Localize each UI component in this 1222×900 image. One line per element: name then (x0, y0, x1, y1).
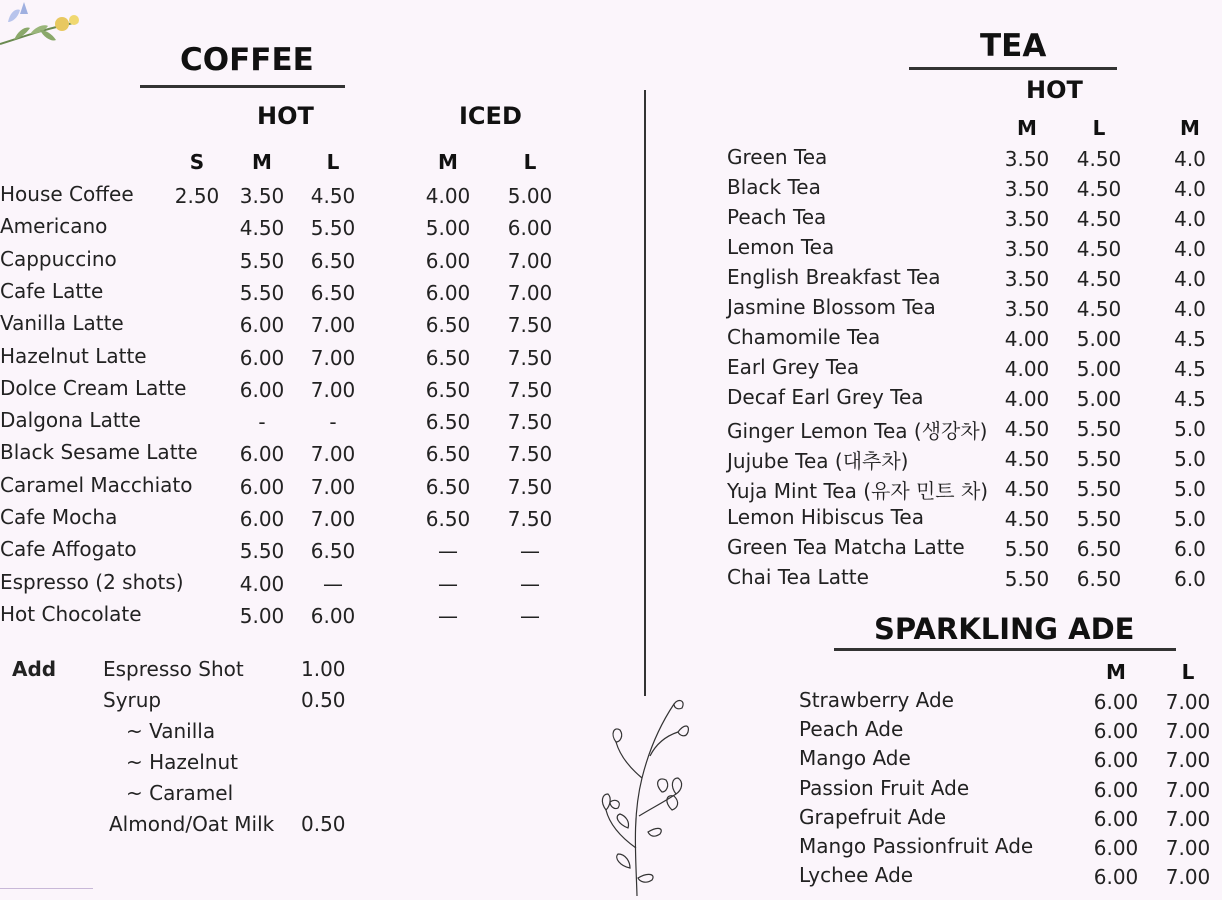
tea-item-price: 4.50 (1004, 477, 1050, 501)
coffee-item-price: 4.50 (239, 216, 285, 241)
ade-item-price: 7.00 (1165, 777, 1211, 802)
ade-item-name: Grapefruit Ade (799, 804, 947, 829)
tea-item-name: Peach Tea (727, 205, 827, 229)
coffee-item-name: Caramel Macchiato (0, 472, 193, 497)
coffee-item-price: 6.50 (425, 345, 471, 370)
coffee-item-name: Americano (0, 214, 108, 239)
coffee-item-price: 5.00 (425, 216, 471, 241)
ade-item-price: 6.00 (1093, 836, 1139, 860)
tea-item-price: 4.5 (1174, 387, 1206, 411)
coffee-item-price: 6.50 (425, 410, 471, 435)
ade-item-price: 6.00 (1093, 777, 1139, 802)
coffee-item-price: 6.00 (239, 377, 285, 402)
ade-item-price: 7.00 (1165, 690, 1211, 714)
coffee-item-price: 6.00 (239, 442, 285, 467)
coffee-item-price: 3.50 (239, 184, 285, 208)
coffee-item-price: 2.50 (174, 184, 220, 208)
espresso-shot-price: 1.00 (301, 657, 346, 681)
coffee-item-name: Vanilla Latte (0, 311, 124, 336)
coffee-item-name: Dolce Cream Latte (0, 375, 187, 400)
coffee-item-price: 5.00 (239, 603, 285, 628)
ade-item-name: Peach Ade (799, 717, 904, 742)
tea-item-name: Lemon Tea (727, 235, 835, 259)
tea-item-price: 3.50 (1004, 267, 1050, 291)
coffee-item-price: 6.00 (239, 507, 285, 531)
coffee-item-price: 6.00 (310, 603, 356, 628)
coffee-item-price: 6.50 (425, 377, 471, 402)
coffee-col-header: L (326, 150, 340, 174)
coffee-item-price: - (258, 410, 266, 435)
tea-item-name: Lemon Hibiscus Tea (727, 505, 924, 529)
coffee-item-name: Dalgona Latte (0, 408, 141, 433)
tea-item-price: 4.0 (1174, 237, 1206, 261)
coffee-item-price: 6.00 (239, 474, 285, 499)
tea-col-header: M (1017, 116, 1037, 140)
tea-item-price: 5.50 (1076, 507, 1122, 531)
espresso-shot-label: Espresso Shot (103, 657, 244, 681)
ade-item-price: 7.00 (1165, 806, 1211, 831)
coffee-item-price: — (520, 571, 540, 596)
tea-item-price: 4.0 (1174, 177, 1206, 201)
tea-item-price: 5.00 (1076, 327, 1122, 351)
tea-item-name: English Breakfast Tea (727, 265, 941, 289)
coffee-item-price: - (329, 410, 337, 435)
ade-item-name: Mango Passionfruit Ade (799, 834, 1034, 858)
tea-item-price: 4.0 (1174, 207, 1206, 231)
tea-hot-label: HOT (1026, 76, 1083, 104)
tea-item-name: Yuja Mint Tea (유자 민트 차) (727, 479, 989, 503)
tea-item-price: 4.0 (1174, 297, 1206, 321)
ade-item-price: 7.00 (1165, 836, 1211, 860)
coffee-item-price: 7.00 (310, 345, 356, 370)
coffee-item-price: — (438, 571, 458, 596)
coffee-item-price: 7.50 (507, 507, 553, 531)
floral-branch-icon (592, 698, 692, 898)
tea-item-price: 4.50 (1076, 267, 1122, 291)
tea-title-rule (909, 67, 1117, 70)
coffee-item-name: House Coffee (0, 182, 134, 206)
coffee-item-price: 4.00 (239, 571, 285, 596)
tea-item-price: 6.50 (1076, 567, 1122, 591)
coffee-item-price: 6.50 (310, 280, 356, 305)
tea-item-price: 5.50 (1004, 537, 1050, 561)
ade-item-price: 6.00 (1093, 806, 1139, 831)
coffee-item-name: Cafe Latte (0, 278, 104, 303)
coffee-col-header: L (523, 150, 537, 174)
ade-item-price: 6.00 (1093, 865, 1139, 890)
syrup-price: 0.50 (301, 688, 346, 712)
coffee-item-price: 6.00 (239, 345, 285, 370)
tea-col-header: L (1092, 116, 1106, 140)
tea-item-name: Chai Tea Latte (727, 565, 869, 589)
tea-item-price: 4.50 (1076, 207, 1122, 231)
tea-item-price: 5.0 (1174, 447, 1206, 471)
coffee-item-price: 6.50 (425, 313, 471, 338)
tea-item-price: 3.50 (1004, 207, 1050, 231)
tea-item-price: 3.50 (1004, 297, 1050, 321)
tea-item-price: 4.50 (1004, 507, 1050, 531)
tea-item-price: 5.0 (1174, 507, 1206, 531)
tea-item-name: Jasmine Blossom Tea (727, 295, 936, 319)
tea-item-price: 4.50 (1076, 177, 1122, 201)
ade-item-price: 6.00 (1093, 690, 1139, 714)
tea-item-price: 4.00 (1004, 387, 1050, 411)
tea-item-price: 4.00 (1004, 357, 1050, 381)
ade-item-name: Mango Ade (799, 746, 911, 771)
coffee-item-price: — (520, 603, 540, 628)
coffee-item-price: 7.50 (507, 377, 553, 402)
tea-item-price: 4.0 (1174, 267, 1206, 291)
coffee-item-price: 6.00 (425, 248, 471, 273)
coffee-item-price: 6.50 (425, 507, 471, 531)
tea-item-price: 5.00 (1076, 357, 1122, 381)
ade-item-price: 6.00 (1093, 719, 1139, 744)
coffee-item-price: — (323, 571, 343, 596)
coffee-title-rule (140, 85, 345, 88)
coffee-item-price: 7.00 (310, 377, 356, 402)
coffee-item-price: 7.50 (507, 313, 553, 338)
tea-item-price: 4.50 (1076, 147, 1122, 171)
add-label: Add (12, 657, 57, 681)
tea-item-price: 5.50 (1076, 477, 1122, 501)
coffee-item-price: 5.50 (239, 280, 285, 305)
coffee-item-price: 7.50 (507, 442, 553, 467)
tea-item-name: Earl Grey Tea (727, 355, 860, 379)
coffee-item-name: Hazelnut Latte (0, 343, 147, 368)
coffee-item-name: Black Sesame Latte (0, 440, 198, 465)
tea-item-price: 4.50 (1004, 417, 1050, 441)
syrup-flavor-vanilla: ~ Vanilla (126, 719, 216, 743)
syrup-flavor-caramel: ~ Caramel (126, 781, 234, 805)
tea-col-header: M (1180, 116, 1200, 140)
coffee-col-header: S (189, 150, 205, 174)
coffee-item-price: 7.00 (507, 248, 553, 273)
coffee-item-price: 6.00 (425, 280, 471, 305)
tea-item-price: 4.0 (1174, 147, 1206, 171)
tea-item-price: 3.50 (1004, 237, 1050, 261)
coffee-col-header: M (252, 150, 272, 174)
coffee-item-price: 4.50 (310, 184, 356, 208)
coffee-item-price: 7.00 (310, 507, 356, 531)
tea-item-price: 5.50 (1076, 417, 1122, 441)
coffee-item-price: 6.50 (310, 248, 356, 273)
tea-item-price: 4.00 (1004, 327, 1050, 351)
tea-item-name: Green Tea Matcha Latte (727, 535, 965, 559)
coffee-item-price: 5.50 (239, 539, 285, 564)
coffee-item-price: 7.50 (507, 410, 553, 435)
ade-title: SPARKLING ADE (874, 612, 1135, 646)
ade-item-name: Strawberry Ade (799, 688, 954, 712)
coffee-item-price: 7.00 (310, 474, 356, 499)
coffee-item-price: 6.50 (425, 474, 471, 499)
tea-item-price: 6.0 (1174, 567, 1206, 591)
coffee-item-price: 6.50 (310, 539, 356, 564)
tea-item-price: 5.00 (1076, 387, 1122, 411)
tea-item-price: 5.50 (1004, 567, 1050, 591)
coffee-item-name: Cappuccino (0, 246, 117, 271)
coffee-item-price: — (438, 603, 458, 628)
coffee-item-price: 5.50 (310, 216, 356, 241)
tea-item-price: 4.50 (1076, 237, 1122, 261)
tea-item-price: 4.5 (1174, 357, 1206, 381)
coffee-iced-label: ICED (459, 102, 522, 130)
coffee-item-price: — (520, 539, 540, 564)
tea-item-price: 5.0 (1174, 417, 1206, 441)
tea-item-price: 6.50 (1076, 537, 1122, 561)
bottom-left-rule (0, 888, 93, 889)
tea-item-price: 5.50 (1076, 447, 1122, 471)
coffee-hot-label: HOT (257, 102, 314, 130)
ade-col-header: M (1106, 660, 1126, 684)
ade-col-header: L (1181, 660, 1195, 684)
coffee-title: COFFEE (180, 42, 314, 78)
milk-price: 0.50 (301, 812, 346, 836)
coffee-item-name: Hot Chocolate (0, 601, 142, 626)
tea-item-price: 4.5 (1174, 327, 1206, 351)
ade-item-price: 7.00 (1165, 748, 1211, 773)
tea-title: TEA (980, 28, 1047, 64)
coffee-item-price: 5.50 (239, 248, 285, 273)
tea-item-price: 3.50 (1004, 177, 1050, 201)
coffee-item-price: 7.00 (310, 313, 356, 338)
coffee-item-name: Cafe Mocha (0, 505, 118, 529)
coffee-item-name: Espresso (2 shots) (0, 569, 184, 594)
ade-item-name: Passion Fruit Ade (799, 775, 970, 800)
tea-item-name: Chamomile Tea (727, 325, 881, 349)
tea-item-name: Green Tea (727, 145, 828, 169)
flower-sprig-icon (0, 0, 82, 52)
tea-item-name: Jujube Tea (대추차) (727, 449, 909, 473)
coffee-item-price: 7.50 (507, 345, 553, 370)
coffee-item-price: 7.00 (507, 280, 553, 305)
tea-item-price: 6.0 (1174, 537, 1206, 561)
syrup-label: Syrup (103, 688, 162, 712)
ade-item-price: 7.00 (1165, 865, 1211, 890)
ade-item-price: 7.00 (1165, 719, 1211, 744)
coffee-item-price: 5.00 (507, 184, 553, 208)
coffee-item-price: 4.00 (425, 184, 471, 208)
tea-item-name: Black Tea (727, 175, 821, 199)
ade-title-rule (834, 648, 1176, 651)
coffee-item-price: 6.50 (425, 442, 471, 467)
tea-item-price: 4.50 (1004, 447, 1050, 471)
syrup-flavor-hazelnut: ~ Hazelnut (126, 750, 238, 774)
coffee-item-price: 6.00 (507, 216, 553, 241)
milk-label: Almond/Oat Milk (109, 812, 275, 836)
coffee-col-header: M (438, 150, 458, 174)
tea-item-name: Decaf Earl Grey Tea (727, 385, 924, 409)
ade-item-name: Lychee Ade (799, 863, 914, 888)
ade-item-price: 6.00 (1093, 748, 1139, 773)
tea-item-price: 5.0 (1174, 477, 1206, 501)
coffee-item-name: Cafe Affogato (0, 537, 137, 562)
tea-item-price: 3.50 (1004, 147, 1050, 171)
tea-item-price: 4.50 (1076, 297, 1122, 321)
coffee-item-price: — (438, 539, 458, 564)
center-divider (644, 90, 646, 696)
coffee-item-price: 7.00 (310, 442, 356, 467)
coffee-item-price: 6.00 (239, 313, 285, 338)
coffee-item-price: 7.50 (507, 474, 553, 499)
tea-item-name: Ginger Lemon Tea (생강차) (727, 419, 988, 443)
